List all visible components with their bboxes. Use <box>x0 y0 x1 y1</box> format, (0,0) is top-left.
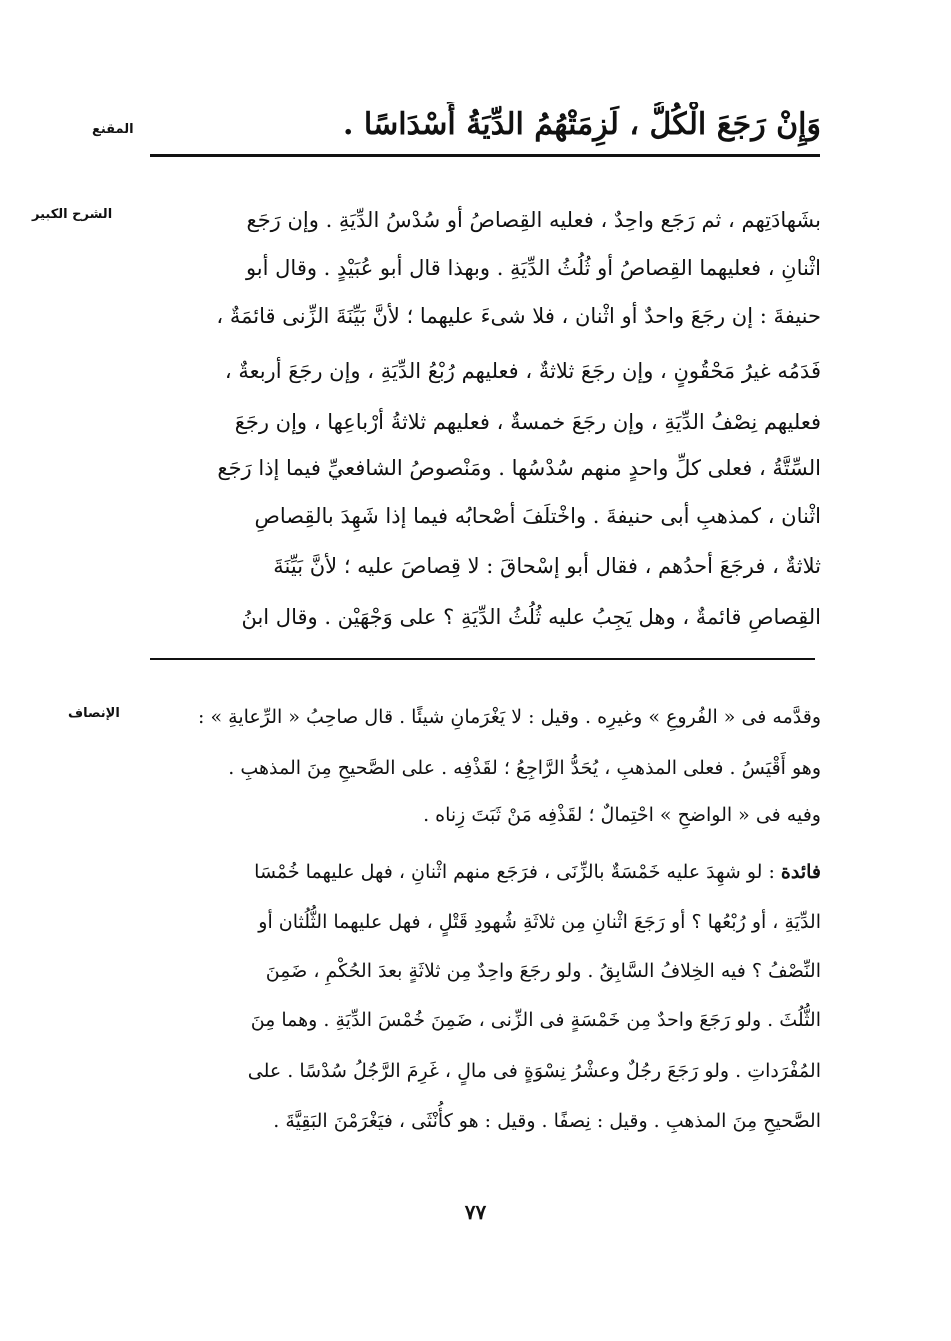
insaf-line: وفيه فى « الواضحِ » احْتِمالٌ ؛ لقَذْفِه مَنْ ثَبَتَ زِناه . <box>423 804 821 826</box>
sharh-line: فَدَمُه غيرُ مَحْقُونٍ ، وإن رجَعَ ثلاثةٌ ، فعليهم رُبْعُ الدِّيَةِ ، وإن رجَعَ أربعةٌ ، <box>224 359 821 383</box>
sharh-line: ثلاثةٌ ، فرجَعَ أحدُهم ، فقال أبو إسْحاقَ : لا قِصاصَ عليه ؛ لأنَّ بَيِّنَةَ <box>273 554 821 578</box>
insaf-label: الإنصاف <box>68 706 120 721</box>
faida-line: المُفْرَداتِ . ولو رَجَعَ رجُلٌ وعشْرُ نِسْوَةٍ فى مالٍ ، غَرِمَ الرَّجُلُ سُدْسًا . على <box>247 1060 821 1082</box>
faida-line: الصَّحيحِ مِنَ المذهبِ . وقيل : نِصفًا . وقيل : هو كأُنْثَى ، فيَغْرَمْنَ البَقِيَّةَ . <box>273 1110 821 1132</box>
faida-keyword: فائدة <box>780 861 821 883</box>
insaf-line: وهو أَقْيَسُ . فعلى المذهبِ ، يُحَدُّ الرَّاجِعُ ؛ لقَذْفِه . على الصَّحيحِ مِنَ المذهبِ . <box>228 757 821 779</box>
matn-line: وَإِنْ رَجَعَ الْكُلُّ ، لَزِمَتْهُمُ الدِّيَةُ أَسْدَاسًا . <box>343 107 821 142</box>
sharh-divider <box>150 658 815 660</box>
sharh-line: السِّتَّةُ ، فعلى كلِّ واحدٍ منهم سُدْسُها . ومَنْصوصُ الشافعيِّ فيما إذا رَجَع <box>217 456 821 480</box>
faida-line: الدِّيَةِ ، أو رُبْعُها ؟ أو رَجَعَ اثْنانِ مِن ثلاثَةِ شُهودِ قَتْلٍ ، فهل عليهما الثُّلُثان أو <box>258 911 821 933</box>
faida-line: الثُّلُثَ . ولو رَجَعَ واحدٌ مِن خَمْسَةٍ فى الزِّنى ، ضَمِنَ خُمْسَ الدِّيَةِ . وهما مِنَ <box>250 1009 821 1031</box>
faida-first-line <box>146 852 821 892</box>
faida-first-line-text: : لو شهِدَ عليه خَمْسَةٌ بالزِّنَى ، فرَجَع منهم اثْنانِ ، فهل عليهما خُمْسَا <box>254 861 781 883</box>
insaf-line: وقدَّمه فى « الفُروعِ » وغيرِه . وقيل : لا يَغْرَمانِ شيئًا . قال صاحِبُ « الرِّعايةِ » : <box>198 706 821 728</box>
faida-line: النِّصْفُ ؟ فيه الخِلافُ السَّابِقُ . ولو رجَعَ واحِدٌ مِن ثلاثَةٍ بعدَ الحُكْمِ ، ضَمِنَ <box>265 960 821 982</box>
page-number: ٧٧ <box>464 1200 487 1224</box>
sharh-line: بشَهادَتِهم ، ثم رَجَع واحِدٌ ، فعليه القِصاصُ أو سُدْسُ الدِّيَةِ . وإن رَجَع <box>246 208 821 232</box>
matn-label: المقنع <box>92 122 134 137</box>
sharh-line: القِصاصِ قائمةٌ ، وهل يَجِبُ عليه ثُلُثُ الدِّيَةِ ؟ على وَجْهَيْن . وقال ابنُ <box>241 605 821 629</box>
sharh-line: اثْنان ، كمذهبِ أبى حنيفةَ . واخْتلَفَ أصْحابُه فيما إذا شَهِدَ بالقِصاصِ <box>254 504 821 528</box>
sharh-label: الشرح الكبير <box>32 207 113 222</box>
sharh-line: فعليهم نِصْفُ الدِّيَةِ ، وإن رجَعَ خمسةٌ ، فعليهم ثلاثةُ أرْباعِها ، وإن رجَعَ <box>234 410 821 434</box>
matn-divider <box>150 154 820 157</box>
sharh-line: حنيفةَ : إن رجَعَ واحدٌ أو اثْنان ، فلا شىءَ عليهما ؛ لأنَّ بَيِّنَةَ الزِّنى قائمَةٌ ، <box>216 304 821 328</box>
sharh-line: اثْنانِ ، فعليهما القِصاصُ أو ثُلُثُ الدِّيَةِ . وبهذا قال أبو عُبَيْدٍ . وقال أبو <box>245 256 821 280</box>
